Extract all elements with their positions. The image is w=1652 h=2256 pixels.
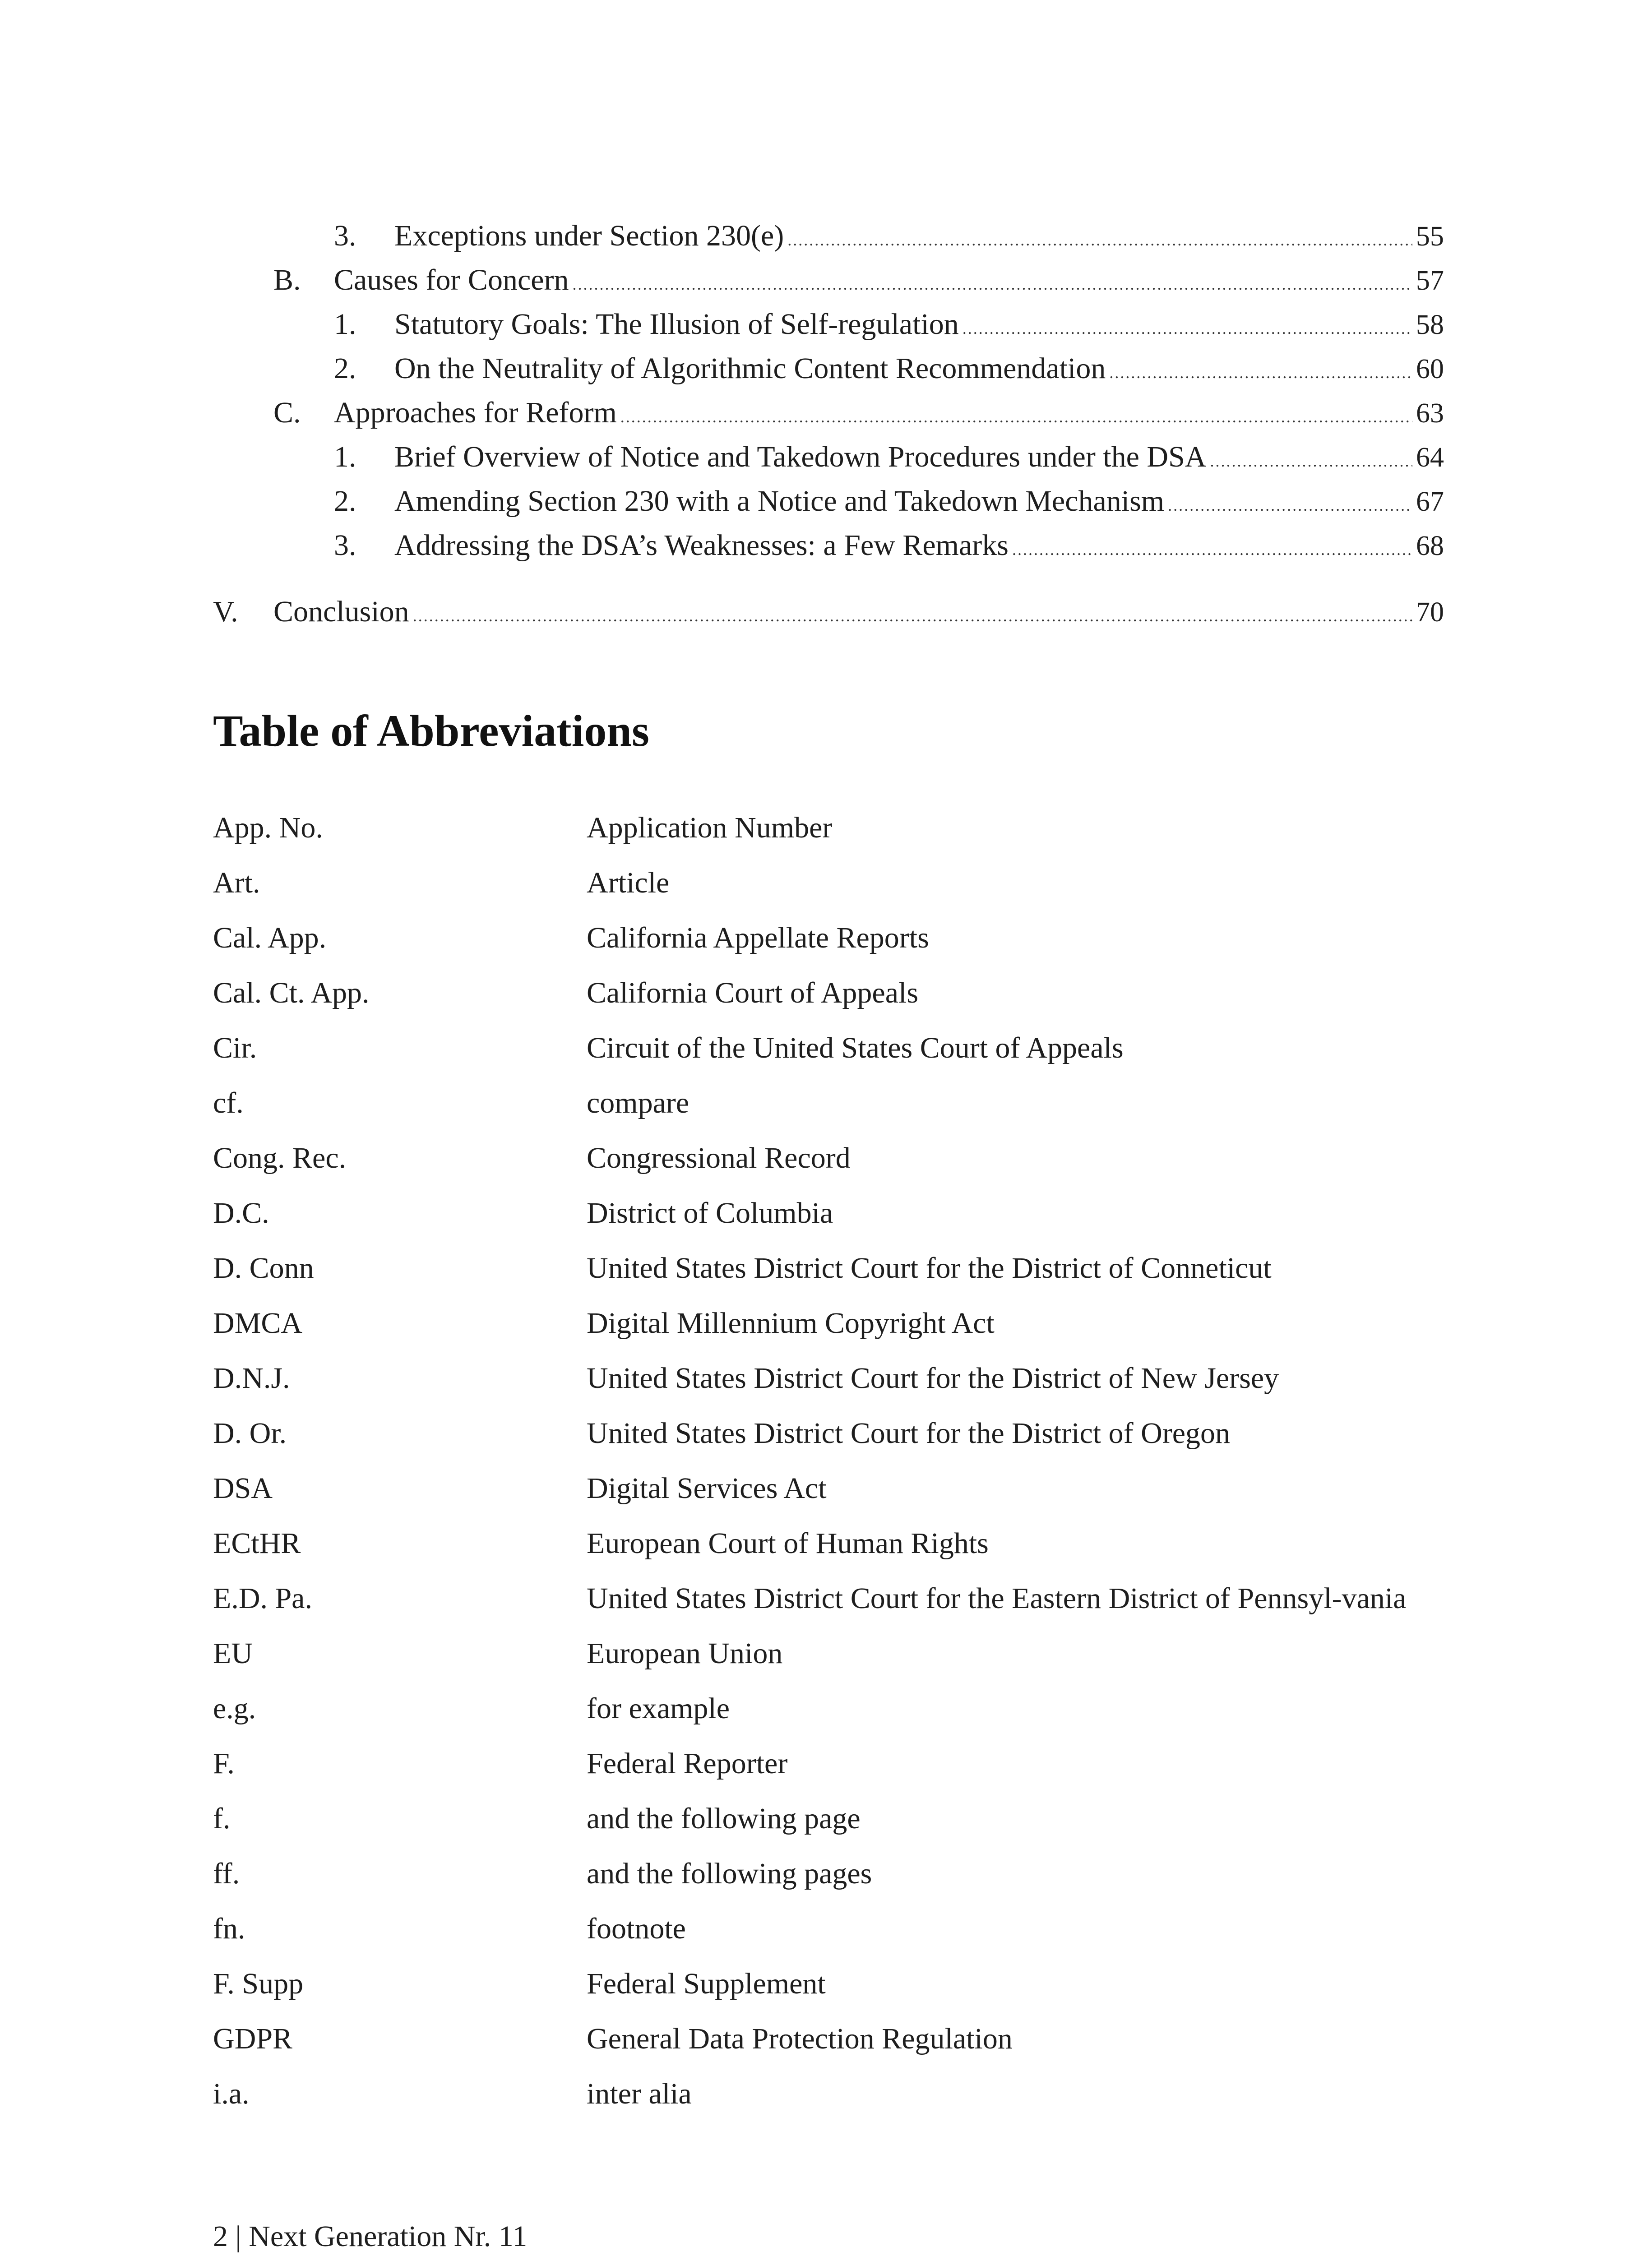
abbreviation-term: GDPR	[213, 2022, 293, 2055]
toc-entry[interactable]	[334, 216, 1444, 260]
toc-number: 1.	[334, 308, 356, 341]
abbreviation-row	[213, 1303, 1444, 1344]
abbreviation-row	[213, 918, 1444, 958]
toc-title: Statutory Goals: The Illusion of Self-regulation	[394, 308, 959, 341]
toc-leader-dots	[1012, 529, 1412, 570]
abbreviation-definition: United States District Court for the District of Oregon	[587, 1417, 1231, 1450]
abbreviation-definition: General Data Protection Regulation	[587, 2022, 1013, 2055]
toc-title: Exceptions under Section 230(e)	[394, 219, 784, 252]
abbreviation-definition: Application Number	[587, 811, 833, 844]
abbreviation-term: fn.	[213, 1912, 245, 1945]
abbreviation-term: F.	[213, 1747, 235, 1780]
abbreviation-row	[213, 1798, 1444, 1839]
abbreviation-term: App. No.	[213, 811, 323, 844]
abbreviation-definition: California Court of Appeals	[587, 976, 919, 1009]
toc-entry[interactable]	[273, 260, 1444, 305]
toc-number: 3.	[334, 219, 356, 252]
toc-leader-dots	[620, 397, 1412, 437]
toc-number: 3.	[334, 529, 356, 562]
toc-leader-dots	[573, 264, 1412, 305]
abbreviation-definition: Federal Supplement	[587, 1967, 826, 2000]
toc-leader-dots	[963, 308, 1412, 349]
abbreviation-term: ECtHR	[213, 1527, 301, 1560]
abbreviation-row	[213, 1909, 1444, 1949]
abbreviation-row	[213, 1743, 1444, 1784]
abbreviation-term: Cal. Ct. App.	[213, 976, 370, 1009]
toc-entry[interactable]	[334, 348, 1444, 393]
toc-title: Amending Section 230 with a Notice and Takedown Mechanism	[394, 485, 1165, 518]
abbreviation-term: cf.	[213, 1086, 244, 1119]
toc-entry[interactable]	[213, 592, 1444, 636]
toc-page-number: 58	[1416, 310, 1444, 340]
abbreviation-term: e.g.	[213, 1692, 256, 1725]
abbreviation-definition: European Court of Human Rights	[587, 1527, 989, 1560]
abbreviations-heading: Table of Abbreviations	[213, 706, 649, 756]
abbreviation-term: D. Or.	[213, 1417, 287, 1450]
toc-leader-dots	[413, 596, 1412, 636]
abbreviation-term: DSA	[213, 1472, 273, 1505]
toc-number: 2.	[334, 485, 356, 518]
abbreviation-row	[213, 1193, 1444, 1234]
abbreviation-definition: inter alia	[587, 2077, 692, 2110]
toc-entry[interactable]	[334, 437, 1444, 481]
toc-title: Brief Overview of Notice and Takedown Procedures under the DSA	[394, 440, 1207, 473]
abbreviation-definition: United States District Court for the District of Conneticut	[587, 1252, 1272, 1285]
abbreviation-row	[213, 1413, 1444, 1454]
abbreviation-definition: Congressional Record	[587, 1142, 851, 1174]
abbreviation-term: ff.	[213, 1857, 240, 1890]
abbreviation-row	[213, 1523, 1444, 1564]
abbreviation-definition: California Appellate Reports	[587, 921, 929, 954]
toc-entry[interactable]	[334, 525, 1444, 570]
abbreviation-definition: for example	[587, 1692, 730, 1725]
abbreviation-definition: United States District Court for the District of New Jersey	[587, 1362, 1279, 1395]
toc-page-number: 70	[1416, 597, 1444, 628]
abbreviation-term: Cal. App.	[213, 921, 327, 954]
abbreviation-definition: District of Columbia	[587, 1197, 833, 1230]
toc-page-number: 57	[1416, 265, 1444, 296]
abbreviations-list	[213, 808, 1444, 2129]
abbreviation-term: Cir.	[213, 1031, 257, 1064]
abbreviation-row	[213, 808, 1444, 848]
toc-number: V.	[213, 595, 238, 628]
abbreviation-row	[213, 1578, 1444, 1619]
toc-number: 1.	[334, 440, 356, 473]
toc-page-number: 64	[1416, 442, 1444, 473]
abbreviation-row	[213, 1633, 1444, 1674]
abbreviation-row	[213, 2019, 1444, 2059]
abbreviation-definition: Digital Millennium Copyright Act	[587, 1307, 995, 1340]
abbreviation-term: D. Conn	[213, 1252, 314, 1285]
toc-leader-dots	[1168, 485, 1412, 526]
abbreviation-definition: and the following pages	[587, 1857, 872, 1890]
toc-number: C.	[273, 396, 301, 429]
abbreviation-row	[213, 1468, 1444, 1509]
toc-entry[interactable]	[334, 304, 1444, 349]
toc-entry[interactable]	[334, 481, 1444, 526]
toc-number: 2.	[334, 352, 356, 385]
toc-number: B.	[273, 264, 301, 296]
toc-title: Addressing the DSA’s Weaknesses: a Few Remarks	[394, 529, 1009, 562]
abbreviation-term: Cong. Rec.	[213, 1142, 347, 1174]
toc-title: Conclusion	[273, 595, 409, 628]
abbreviation-definition: footnote	[587, 1912, 686, 1945]
toc-title: Approaches for Reform	[334, 396, 617, 429]
abbreviation-row	[213, 1854, 1444, 1894]
toc-entry[interactable]	[273, 393, 1444, 437]
abbreviation-definition: Circuit of the United States Court of Appeals	[587, 1031, 1124, 1064]
abbreviation-definition: United States District Court for the Eastern District of Pennsyl-vania	[587, 1582, 1407, 1615]
abbreviation-row	[213, 1028, 1444, 1068]
toc-leader-dots	[1109, 352, 1412, 393]
abbreviation-term: i.a.	[213, 2077, 250, 2110]
abbreviation-row	[213, 1964, 1444, 2004]
toc-leader-dots	[787, 220, 1412, 260]
page-footer: 2 | Next Generation Nr. 11	[213, 2220, 528, 2253]
abbreviation-row	[213, 2074, 1444, 2114]
abbreviation-term: D.N.J.	[213, 1362, 290, 1395]
abbreviation-definition: Federal Reporter	[587, 1747, 788, 1780]
abbreviation-row	[213, 1358, 1444, 1399]
abbreviation-row	[213, 863, 1444, 903]
abbreviation-definition: Digital Services Act	[587, 1472, 827, 1505]
abbreviation-definition: Article	[587, 866, 670, 899]
abbreviation-row	[213, 1138, 1444, 1179]
toc-title: On the Neutrality of Algorithmic Content Recommendation	[394, 352, 1106, 385]
toc-page-number: 55	[1416, 221, 1444, 252]
abbreviation-term: f.	[213, 1802, 231, 1835]
abbreviation-term: Art.	[213, 866, 260, 899]
toc-page-number: 67	[1416, 486, 1444, 517]
toc-page-number: 63	[1416, 398, 1444, 429]
abbreviation-row	[213, 1083, 1444, 1123]
abbreviation-term: DMCA	[213, 1307, 303, 1340]
abbreviation-term: D.C.	[213, 1197, 269, 1230]
toc-leader-dots	[1210, 441, 1412, 481]
toc-page-number: 60	[1416, 354, 1444, 384]
abbreviation-row	[213, 1688, 1444, 1729]
abbreviation-term: E.D. Pa.	[213, 1582, 312, 1615]
abbreviation-term: F. Supp	[213, 1967, 304, 2000]
abbreviation-definition: European Union	[587, 1637, 783, 1670]
toc-title: Causes for Concern	[334, 264, 569, 296]
abbreviation-definition: and the following page	[587, 1802, 861, 1835]
abbreviation-term: EU	[213, 1637, 253, 1670]
toc-page-number: 68	[1416, 531, 1444, 561]
abbreviation-definition: compare	[587, 1086, 689, 1119]
abbreviation-row	[213, 973, 1444, 1013]
abbreviation-row	[213, 1248, 1444, 1289]
